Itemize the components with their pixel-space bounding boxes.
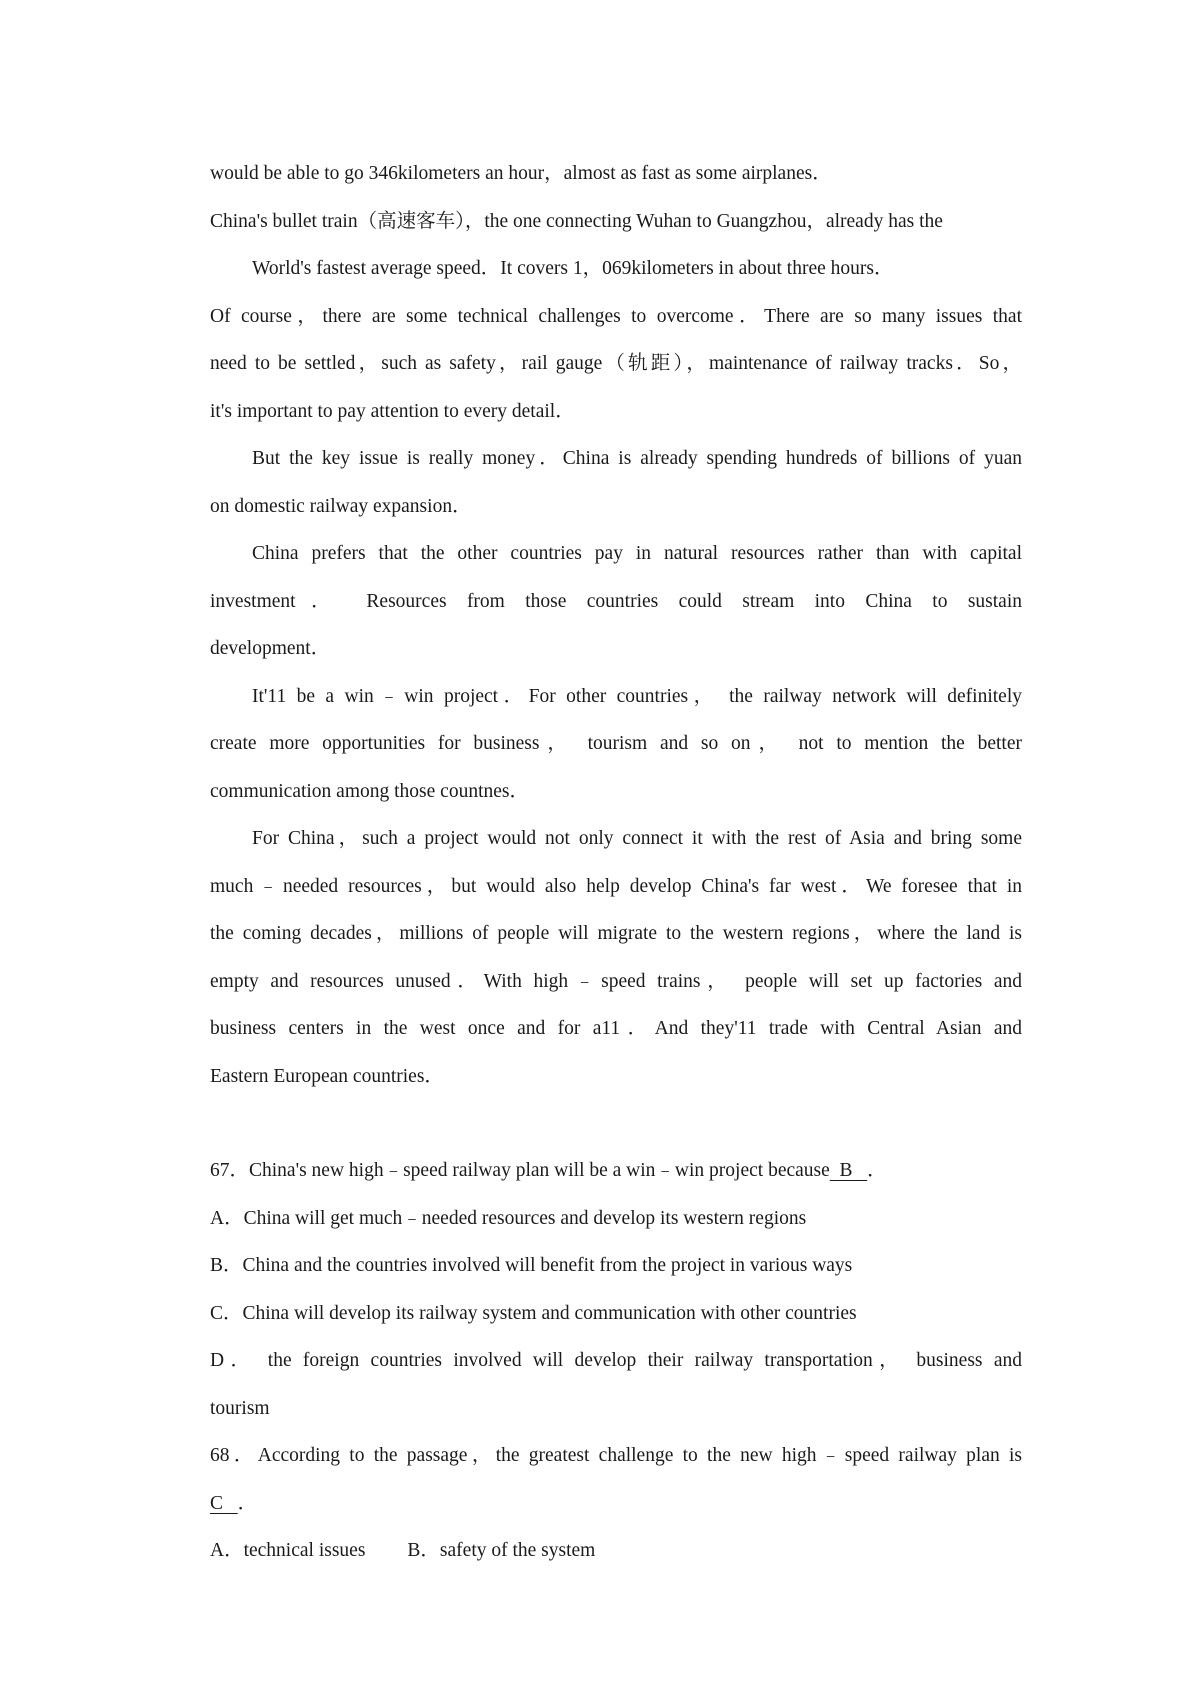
option-d: D． the foreign countries involved will develop their railway transportation， business and: [210, 1350, 1022, 1371]
answer-line: [210, 1480, 1022, 1528]
option-b: B．China and the countries involved will benefit from the project in various ways: [210, 1255, 853, 1276]
passage-line: empty and resources unused．With high﹣speed trains， people will set up factories and: [210, 970, 1022, 992]
question-67: [210, 1147, 1022, 1432]
option-a: A．technical issues: [210, 1540, 366, 1561]
passage-line: investment． Resources from those countries could stream into China to sustain: [210, 590, 1022, 612]
answer-blank: [830, 1147, 867, 1195]
passage-line: For China，such a project would not only connect it with the rest of Asia and bring some: [252, 828, 1022, 849]
passage-line: much﹣needed resources，but would also help develop China's far west．We foresee that in: [210, 875, 1022, 897]
passage-line: China's bullet train（高速客车），the one connecting Wuhan to Guangzhou，already has the: [210, 210, 943, 232]
passage-line: World's fastest average speed．It covers 1，069kilometers in about three hours．: [252, 258, 894, 279]
question-68: [210, 1432, 1022, 1575]
question-stem: 68．According to the passage，the greatest challenge to the new high﹣speed railway plan is: [210, 1445, 1022, 1466]
passage-line: communication among those countnes．: [210, 780, 529, 802]
section-gap: [210, 1100, 1022, 1147]
passage-line: China prefers that the other countries pay in natural resources rather than with capital: [252, 543, 1022, 564]
answer-letter: C: [210, 1492, 224, 1514]
passage-line: the coming decades，millions of people will migrate to the western regions，where the land is: [210, 923, 1022, 944]
option-a: A．China will get much﹣needed resources and develop its western regions: [210, 1207, 807, 1229]
answer-blank: [210, 1480, 238, 1528]
question-end-mark: ．: [237, 1492, 258, 1514]
reading-passage: [210, 150, 1022, 1100]
answer-letter: B: [839, 1160, 853, 1181]
passage-line: business centers in the west once and for a11．And they'11 trade with Central Asian and: [210, 1018, 1022, 1039]
passage-line: It'11 be a win﹣win project．For other countries， the railway network will definitely: [252, 685, 1022, 707]
document-page: [210, 150, 1022, 1575]
question-stem-text: 67．China's new high﹣speed railway plan will be a win﹣win project because: [210, 1160, 830, 1181]
option-c: C．China will develop its railway system and communication with other countries: [210, 1302, 857, 1324]
passage-line: Eastern European countries．: [210, 1065, 444, 1087]
passage-line: it's important to pay attention to every detail．: [210, 400, 575, 422]
option-b: B．safety of the system: [407, 1540, 596, 1561]
question-stem: [210, 1147, 1022, 1195]
option-d-continued: tourism: [210, 1397, 270, 1419]
passage-line: on domestic railway expansion．: [210, 495, 472, 517]
question-end-mark: ．: [867, 1160, 887, 1181]
passage-line: development．: [210, 638, 331, 659]
options-row: [210, 1527, 1022, 1575]
passage-line: would be able to go 346kilometers an hour，almost as fast as some airplanes．: [210, 163, 832, 184]
passage-line: Of course，there are some technical challenges to overcome．There are so many issues that: [210, 305, 1022, 327]
passage-line: create more opportunities for business， tourism and so on， not to mention the better: [210, 733, 1022, 754]
passage-line: But the key issue is really money．China is already spending hundreds of billions of yuan: [252, 448, 1022, 469]
passage-line: need to be settled，such as safety，rail gauge（轨距），maintenance of railway tracks．So，: [210, 353, 1022, 374]
